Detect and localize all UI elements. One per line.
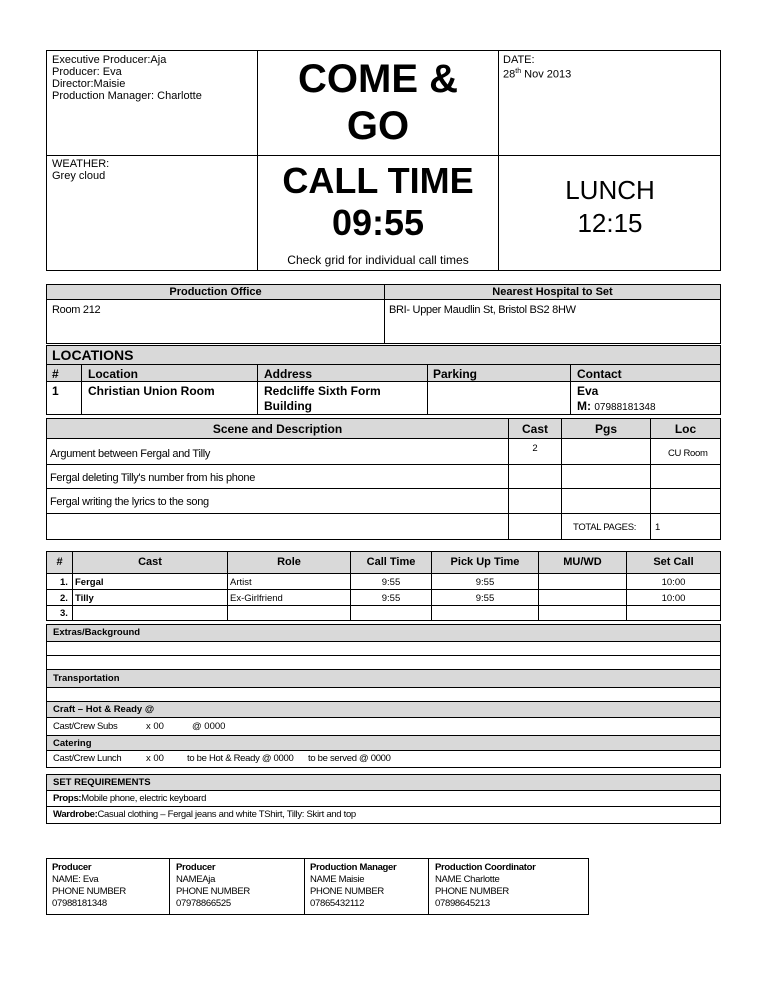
contact-2-title: Producer — [176, 862, 216, 873]
total-pages-value: 1 — [655, 522, 661, 533]
craft-subs-time: @ 0000 — [192, 721, 226, 732]
set-req-line-1 — [46, 790, 721, 791]
scenes-header-line — [46, 438, 721, 439]
production-office-value: Room 212 — [52, 304, 101, 316]
loc-row-address — [264, 384, 381, 414]
loc-contact-name: Eva — [577, 384, 599, 398]
contact-card-3 — [310, 862, 396, 910]
loc-address-line-1: Redcliffe Sixth Form — [264, 384, 381, 398]
call-time-value: 09:55 — [331, 202, 425, 243]
scene-row-1-loc: CU Room — [668, 448, 708, 459]
loc-col-3 — [427, 364, 428, 415]
locations-title: LOCATIONS — [52, 347, 134, 363]
date-rest: Nov 2013 — [521, 68, 572, 81]
cast-header-set: Set Call — [653, 556, 694, 568]
call-time-label: CALL TIME — [282, 160, 474, 201]
contact-1-phone: 07988181348 — [52, 898, 107, 909]
header-divider-h — [46, 155, 721, 156]
scenes-col-1 — [508, 418, 509, 540]
catering-lunch-ready: to be Hot & Ready @ 0000 — [187, 753, 294, 764]
production-office-label: Production Office — [169, 286, 262, 298]
weather-block — [52, 158, 252, 182]
cast-header-line — [46, 573, 721, 574]
lunch-label: LUNCH — [565, 175, 655, 205]
hospital-value: BRI- Upper Maudlin St, Bristol BS2 8HW — [389, 304, 576, 316]
scenes-col-3 — [650, 418, 651, 540]
producer: Producer: Eva — [52, 66, 122, 78]
weather-label: WEATHER: — [52, 158, 110, 170]
contact-4-phone-label: PHONE NUMBER — [435, 886, 509, 897]
cast-row-2-call: 9:55 — [381, 593, 401, 604]
cast-row-3-num: 3. — [60, 608, 68, 619]
hospital-label: Nearest Hospital to Set — [492, 286, 613, 298]
director: Director:Maisie — [52, 78, 126, 90]
catering-lunch-served: to be served @ 0000 — [308, 753, 391, 764]
transport-title-bg — [47, 670, 720, 687]
scene-row-1-cast: 2 — [532, 443, 538, 454]
wardrobe-value: Casual clothing – Fergal jeans and white TShirt, Tilly: Skirt and top — [97, 809, 356, 820]
loc-col-2 — [257, 364, 258, 415]
transport-line-1 — [46, 687, 721, 688]
scenes-col-2 — [561, 418, 562, 540]
scenes-header-cast: Cast — [521, 422, 548, 436]
scenes-header-loc: Loc — [674, 422, 697, 436]
wardrobe-row — [53, 809, 356, 821]
contact-card-1 — [52, 862, 126, 910]
cast-row-1-role: Artist — [230, 577, 252, 588]
cast-row-1-pickup: 9:55 — [475, 577, 495, 588]
extras-title: Extras/Background — [53, 627, 141, 638]
cast-row-2-set: 10:00 — [661, 593, 686, 604]
cast-row-line-1 — [46, 589, 721, 590]
scenes-header-desc: Scene and Description — [212, 422, 343, 436]
loc-contact-m-label: M: — [577, 399, 591, 413]
call-time-note: Check grid for individual call times — [287, 253, 469, 267]
lunch-block — [499, 174, 721, 240]
production-title — [258, 56, 498, 150]
locations-title-line — [46, 364, 721, 365]
contact-4-name: NAME Charlotte — [435, 874, 500, 885]
contact-3-name: NAME Maisie — [310, 874, 365, 885]
date-label: DATE: — [503, 54, 535, 66]
cast-header-role: Role — [277, 556, 301, 568]
weather-value: Grey cloud — [52, 170, 106, 182]
production-manager: Production Manager: Charlotte — [52, 90, 202, 102]
cast-row-2-name: Tilly — [75, 593, 94, 604]
loc-row-location: Christian Union Room — [88, 384, 215, 398]
wardrobe-label: Wardrobe: — [53, 809, 98, 820]
contact-card-4 — [435, 862, 536, 910]
loc-contact-phone-row — [577, 399, 656, 415]
scenes-row-line-2 — [46, 488, 721, 489]
cast-row-1-name: Fergal — [75, 577, 104, 588]
props-label: Props: — [53, 793, 82, 804]
call-time-block — [258, 160, 498, 244]
scenes-row-line-3 — [46, 513, 721, 514]
cast-header-num: # — [56, 556, 63, 568]
props-row — [53, 793, 206, 805]
contact-1-title: Producer — [52, 862, 92, 873]
catering-lunch-label: Cast/Crew Lunch — [53, 753, 122, 764]
craft-line-1 — [46, 717, 721, 718]
scenes-row-line-1 — [46, 464, 721, 465]
date-block — [503, 54, 713, 81]
scene-row-3-desc: Fergal writing the lyrics to the song — [50, 496, 209, 508]
transport-title: Transportation — [53, 673, 120, 684]
contact-4-title: Production Coordinator — [435, 862, 536, 873]
cast-header-cast: Cast — [138, 556, 162, 568]
loc-header-address: Address — [264, 367, 313, 381]
catering-title-bg — [47, 736, 720, 750]
loc-row-num: 1 — [52, 384, 59, 398]
loc-col-1 — [81, 364, 82, 415]
extras-line-2 — [46, 655, 721, 656]
catering-line-1 — [46, 750, 721, 751]
loc-header-location: Location — [88, 367, 138, 381]
contact-1-name: NAME: Eva — [52, 874, 99, 885]
contacts-col-3 — [428, 858, 429, 915]
contact-2-phone-label: PHONE NUMBER — [176, 886, 250, 897]
cast-row-1-call: 9:55 — [381, 577, 401, 588]
lunch-value: 12:15 — [577, 208, 643, 238]
loc-contact-phone: 07988181348 — [594, 402, 656, 413]
total-pages-label: TOTAL PAGES: — [573, 522, 637, 533]
scene-row-2-desc: Fergal deleting Tilly's number from his phone — [50, 472, 256, 484]
contact-3-title: Production Manager — [310, 862, 397, 873]
contact-4-phone: 07898645213 — [435, 898, 490, 909]
scenes-header-pgs: Pgs — [594, 422, 617, 436]
craft-subs-qty: x 00 — [146, 721, 164, 732]
locations-title-bg — [47, 346, 720, 365]
title-line-2: GO — [346, 104, 410, 148]
contact-3-phone: 07865432112 — [310, 898, 365, 909]
cast-header-muwd: MU/WD — [563, 556, 602, 568]
loc-header-parking: Parking — [433, 367, 478, 381]
cast-row-2-role: Ex-Girlfriend — [230, 593, 283, 604]
locations-header-line — [46, 381, 721, 382]
set-req-title: SET REQUIREMENTS — [53, 777, 151, 788]
date-value — [503, 66, 713, 81]
cast-row-1-set: 10:00 — [661, 577, 686, 588]
cast-row-2-pickup: 9:55 — [475, 593, 495, 604]
craft-subs-label: Cast/Crew Subs — [53, 721, 118, 732]
cast-header-call: Call Time — [366, 556, 416, 568]
scene-row-1-desc: Argument between Fergal and Tilly — [50, 448, 211, 460]
cast-row-2-num: 2. — [60, 593, 68, 604]
cast-row-1-num: 1. — [60, 577, 68, 588]
loc-address-line-2: Building — [264, 399, 312, 413]
date-day: 28 — [503, 68, 516, 81]
cast-header-pickup: Pick Up Time — [450, 556, 520, 568]
title-line-1: COME & — [298, 57, 458, 101]
contacts-col-2 — [304, 858, 305, 915]
date-suffix: th — [515, 68, 522, 75]
contact-card-2 — [176, 862, 250, 910]
exec-producer: Executive Producer:Aja — [52, 54, 167, 66]
catering-lunch-qty: x 00 — [146, 753, 164, 764]
contact-2-name: NAMEAja — [176, 874, 216, 885]
contact-3-phone-label: PHONE NUMBER — [310, 886, 384, 897]
craft-title: Craft – Hot & Ready @ — [53, 704, 155, 715]
loc-header-num: # — [52, 367, 59, 381]
contacts-col-1 — [169, 858, 170, 915]
contact-2-phone: 07978866525 — [176, 898, 231, 909]
extras-line-1 — [46, 641, 721, 642]
set-req-line-2 — [46, 806, 721, 807]
loc-row-contact — [577, 384, 656, 415]
crew-credits — [52, 54, 252, 102]
cast-row-line-2 — [46, 605, 721, 606]
catering-title: Catering — [53, 738, 92, 749]
loc-col-4 — [570, 364, 571, 415]
loc-header-contact: Contact — [577, 367, 622, 381]
contact-1-phone-label: PHONE NUMBER — [52, 886, 126, 897]
props-value: Mobile phone, electric keyboard — [81, 793, 207, 804]
extras-title-bg — [47, 625, 720, 641]
